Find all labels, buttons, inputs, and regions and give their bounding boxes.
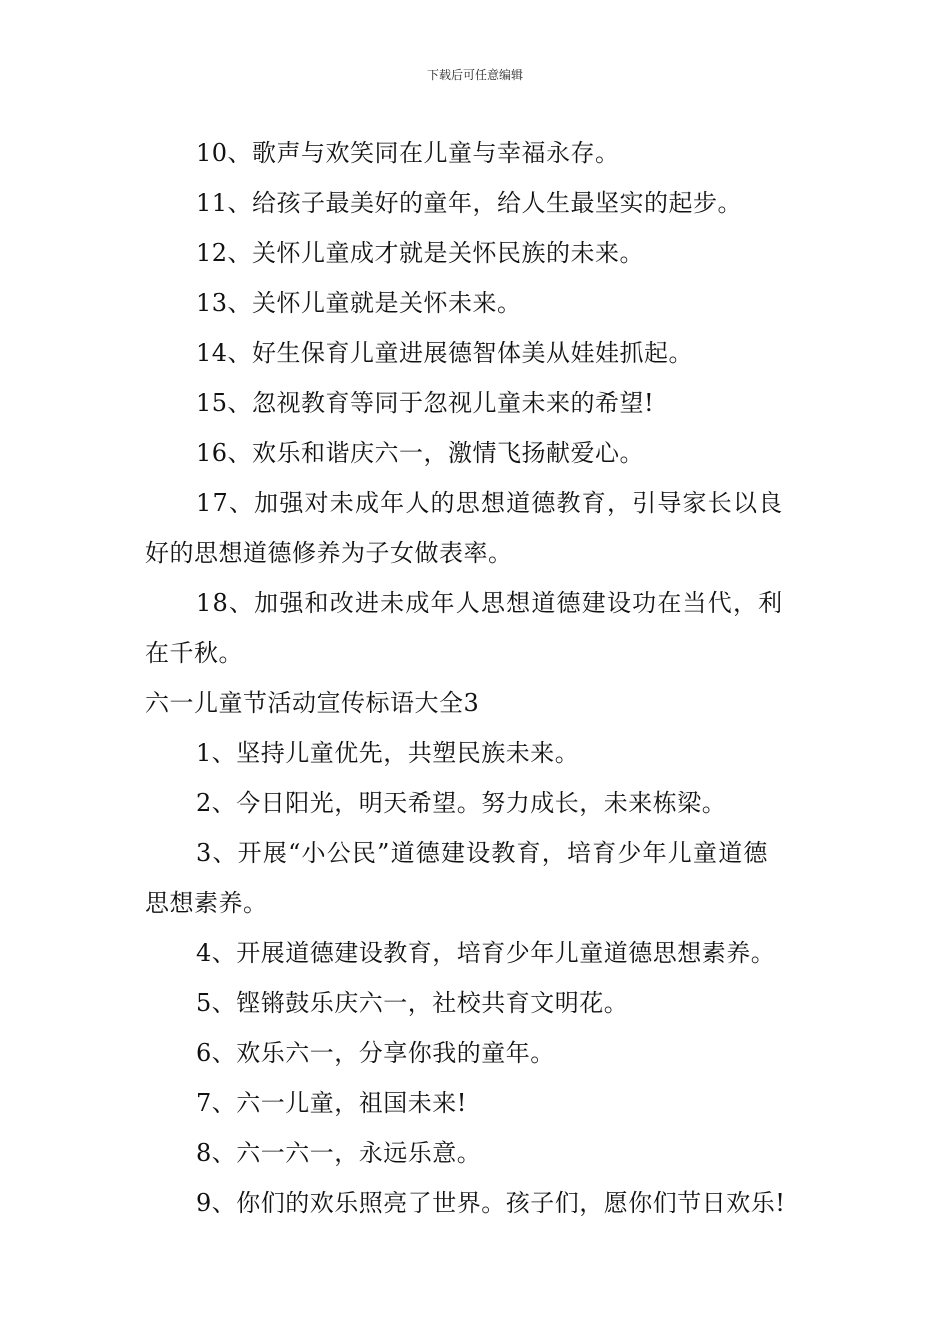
slogan-line: 17、加强对未成年人的思想道德教育，引导家长以良 xyxy=(196,489,784,517)
slogan-line: 6、欢乐六一，分享你我的童年。 xyxy=(196,1039,555,1067)
slogan-line-continuation: 思想素养。 xyxy=(145,889,268,917)
slogan-line: 9、你们的欢乐照亮了世界。孩子们，愿你们节日欢乐! xyxy=(196,1189,786,1217)
header-note: 下载后可任意编辑 xyxy=(426,68,523,82)
slogan-line: 12、关怀儿童成才就是关怀民族的未来。 xyxy=(196,239,645,267)
document-body xyxy=(145,128,815,1228)
slogan-line: 18、加强和改进未成年人思想道德建设功在当代，利 xyxy=(196,589,784,617)
section-heading: 六一儿童节活动宣传标语大全3 xyxy=(145,689,480,717)
slogan-line: 7、六一儿童，祖国未来! xyxy=(196,1089,467,1117)
slogan-line: 15、忽视教育等同于忽视儿童未来的希望! xyxy=(196,389,655,417)
slogan-line: 4、开展道德建设教育，培育少年儿童道德思想素养。 xyxy=(196,939,776,967)
slogan-line: 11、给孩子最美好的童年，给人生最坚实的起步。 xyxy=(196,189,743,217)
slogan-line: 3、开展“小公民”道德建设教育，培育少年儿童道德 xyxy=(196,839,769,867)
slogan-line: 10、歌声与欢笑同在儿童与幸福永存。 xyxy=(196,139,620,167)
slogan-line-continuation: 在千秋。 xyxy=(145,639,243,667)
slogan-line: 16、欢乐和谐庆六一，激情飞扬献爱心。 xyxy=(196,439,645,467)
slogan-line: 13、关怀儿童就是关怀未来。 xyxy=(196,289,522,317)
slogan-line: 1、坚持儿童优先，共塑民族未来。 xyxy=(196,739,580,767)
slogan-line: 2、今日阳光，明天希望。努力成长，未来栋梁。 xyxy=(196,789,727,817)
slogan-line-continuation: 好的思想道德修养为子女做表率。 xyxy=(145,539,513,567)
slogan-line: 5、铿锵鼓乐庆六一，社校共育文明花。 xyxy=(196,989,629,1017)
slogan-line: 8、六一六一，永远乐意。 xyxy=(196,1139,482,1167)
slogan-line: 14、好生保育儿童进展德智体美从娃娃抓起。 xyxy=(196,339,694,367)
